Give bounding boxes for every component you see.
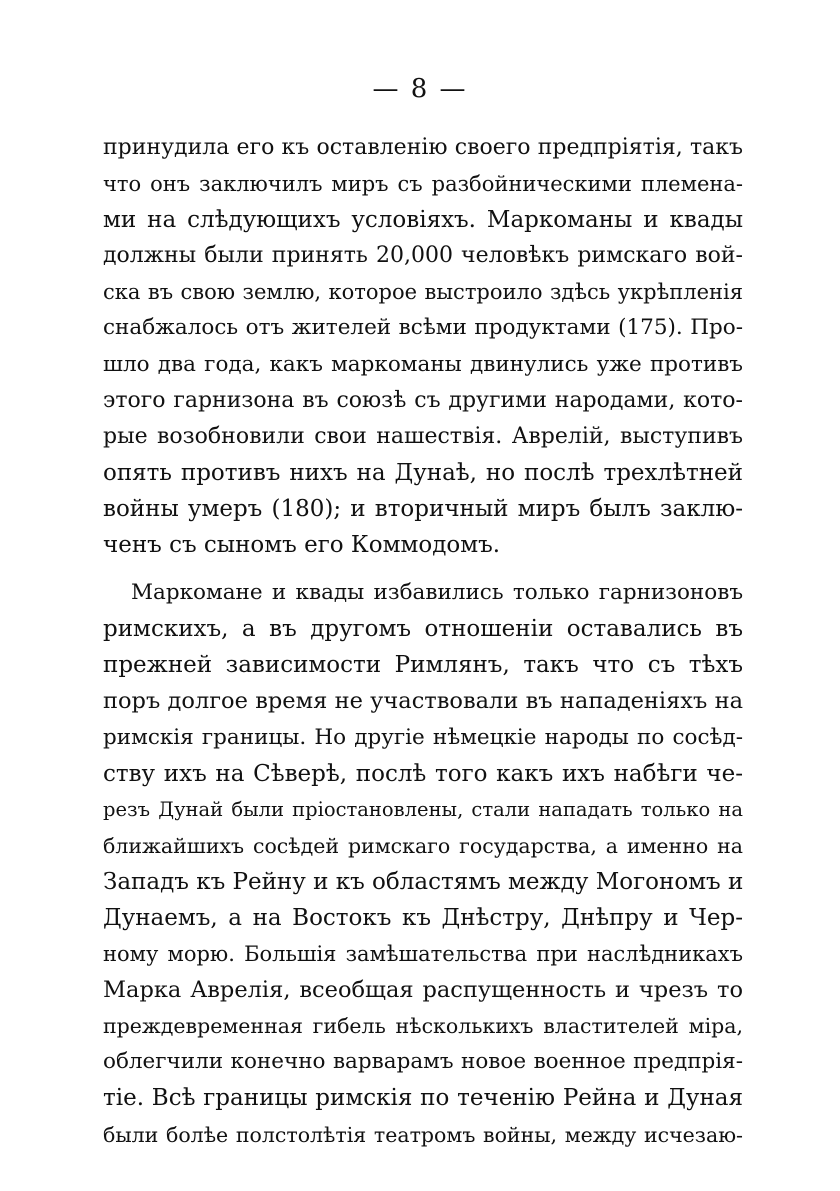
text-line: ближайшихъ сосѣдей римскаго государства, а именно на	[103, 833, 743, 858]
text-line: опять противъ нихъ на Дунаѣ, но послѣ трехлѣтней	[103, 459, 743, 486]
text-line: римскихъ, а въ другомъ отношеніи оставались въ	[103, 616, 743, 643]
text-line: прежней зависимости Римлянъ, такъ что съ тѣхъ	[103, 652, 743, 679]
text-line: резъ Дунай были пріостановлены, стали нападать только на	[103, 797, 743, 821]
text-line: рые возобновили свои нашествія. Аврелій, выступивъ	[103, 423, 743, 449]
text-line: что онъ заключилъ миръ съ разбойническими племена-	[103, 172, 743, 197]
text-line: шло два года, какъ маркоманы двинулись уже противъ	[103, 351, 743, 377]
text-line: Маркомане и квады избавились только гарнизоновъ	[131, 580, 743, 606]
paragraph-1	[103, 130, 743, 563]
text-line: принудила его къ оставленію своего предпріятія, такъ	[103, 135, 743, 160]
text-line: Марка Аврелія, всеобщая распущенность и чрезъ то	[103, 977, 743, 1004]
text-line: были болѣе полстолѣтія театромъ войны, между исчезаю-	[103, 1122, 743, 1147]
text-line: Западъ къ Рейну и къ областямъ между Могономъ и	[103, 868, 744, 895]
text-line: войны умеръ (180); и вторичный миръ былъ заклю-	[103, 495, 743, 522]
text-line: должны были принять 20,000 человѣкъ римскаго вой-	[103, 243, 743, 269]
text-line: ченъ съ сыномъ его Коммодомъ.	[103, 532, 501, 559]
text-line: поръ долгое время не участвовали въ нападеніяхъ на	[103, 688, 743, 715]
text-line: ми на слѣдующихъ условіяхъ. Маркоманы и квады	[103, 207, 743, 234]
text-line: ска въ свою землю, которое выстроило здѣсь укрѣпленія	[103, 280, 743, 305]
paragraph-gap	[103, 563, 743, 575]
text-line: тіе. Всѣ границы римскія по теченію Рейна и Дуная	[103, 1085, 743, 1112]
page-number: — 8 —	[372, 74, 468, 104]
text-line: облегчили конечно варварамъ новое военное предпрія-	[103, 1049, 743, 1075]
text-line: этого гарнизона въ союзѣ съ другими народами, кото-	[103, 387, 743, 413]
text-line: Дунаемъ, а на Востокъ къ Днѣстру, Днѣпру и Чер-	[103, 904, 743, 931]
text-line: римскія границы. Но другіе нѣмецкіе народы по сосѣд-	[103, 724, 743, 750]
text-line: снабжалось отъ жителей всѣми продуктами (175). Про-	[103, 315, 743, 341]
text-line: ному морю. Большія замѣшательства при наслѣдникахъ	[103, 942, 743, 967]
paragraph-2	[103, 575, 743, 1153]
text-line: ству ихъ на Сѣверѣ, послѣ того какъ ихъ набѣги че-	[103, 760, 743, 787]
body-text	[103, 130, 743, 1153]
text-line: преждевременная гибель нѣсколькихъ властителей міра,	[103, 1014, 743, 1039]
